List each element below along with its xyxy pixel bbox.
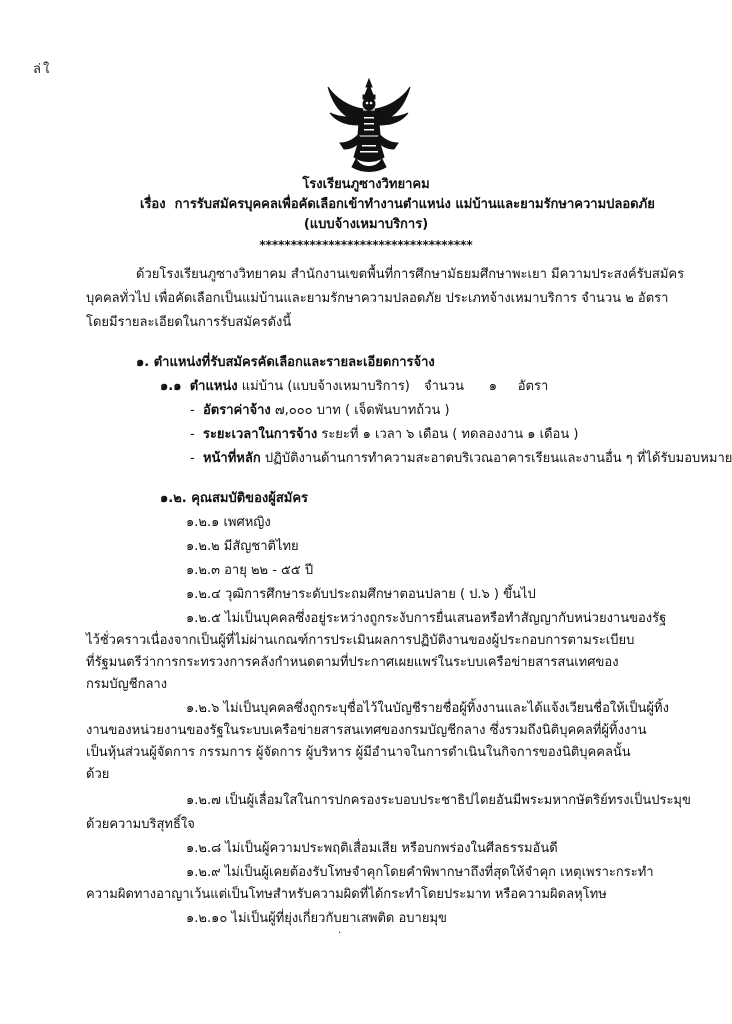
qualification-line: ๑.๒.๗ เป็นผู้เลื่อมใสในการปกครองระบอบประชาธิปไตยอันมีพระมหากษัตริย์ทรงเป็นประมุข	[186, 793, 691, 808]
garuda-emblem-icon	[326, 77, 412, 173]
qualification-line: ที่รัฐมนตรีว่าการกระทรวงการคลังกำหนดตามที่ประกาศเผยแพร่ในระบบเครือข่ายสารสนเทศของ	[86, 655, 619, 670]
qualification-line: ด้วยความบริสุทธิ์ใจ	[86, 817, 195, 832]
wage-row: - อัตราค่าจ้าง ๗,๐๐๐ บาท ( เจ็ดพันบาทถ้วน )	[190, 403, 450, 418]
footer-mark: ·	[338, 928, 342, 939]
position-label: ตำแหน่ง	[189, 379, 238, 394]
count-value: ๑	[488, 379, 498, 394]
duty-label: หน้าที่หลัก	[202, 451, 261, 466]
qualification-line: ๑.๒.๕ ไม่เป็นบุคคลซึ่งอยู่ระหว่างถูกระงับการยื่นเสนอหรือทำสัญญากับหน่วยงานของรัฐ	[186, 611, 667, 626]
corner-mark: ล่ใ	[33, 62, 52, 77]
section1-heading: ๑. ตำแหน่งที่รับสมัครคัดเลือกและรายละเอียดการจ้าง	[136, 355, 435, 370]
intro-line-2: บุคคลทั่วไป เพื่อคัดเลือกเป็นแม่บ้านและยามรักษาความปลอดภัย ประเภทจ้างเหมาบริการ จำนวน ๒ อัตรา	[86, 291, 669, 306]
subject-text: การรับสมัครบุคคลเพื่อคัดเลือกเข้าทำงานตำแหน่ง แม่บ้านและยามรักษาความปลอดภัย	[174, 197, 655, 212]
qualifications-heading: ๑.๒. คุณสมบัติของผู้สมัคร	[160, 491, 309, 506]
wage-label: อัตราค่าจ้าง	[202, 403, 271, 418]
qualification-line: ๑.๒.๔ วุฒิการศึกษาระดับประถมศึกษาตอนปลาย ( ป.๖ ) ขึ้นไป	[186, 587, 536, 602]
position-number: ๑.๑	[160, 379, 182, 394]
qualification-line: ด้วย	[86, 767, 110, 782]
qualification-line: ๑.๒.๑ เพศหญิง	[186, 515, 271, 530]
intro-line-3: โดยมีรายละเอียดในการรับสมัครดังนี้	[86, 315, 292, 330]
qualification-line: ๑.๒.๙ ไม่เป็นผู้เคยต้องรับโทษจำคุกโดยคำพิพากษาถึงที่สุดให้จำคุก เหตุเพราะกระทำ	[186, 865, 654, 880]
position-row	[160, 378, 410, 396]
school-name: โรงเรียนภูซางวิทยาคม	[302, 177, 430, 192]
period-row: - ระยะเวลาในการจ้าง ระยะที่ ๑ เวลา ๖ เดือน ( ทดลองงาน ๑ เดือน )	[190, 427, 579, 442]
count-unit: อัตรา	[517, 379, 549, 394]
subject-subtitle: (แบบจ้างเหมาบริการ)	[303, 217, 429, 232]
intro-line-1: ด้วยโรงเรียนภูซางวิทยาคม สำนักงานเขตพื้นที่การศึกษามัธยมศึกษาพะเยา มีความประสงค์รับสมัคร	[136, 267, 685, 282]
qualification-line: ๑.๒.๖ ไม่เป็นบุคคลซึ่งถูกระบุชื่อไว้ในบัญชีรายชื่อผู้ทิ้งงานและได้แจ้งเวียนชื่อให้เป็นผู้ทิ้ง	[186, 701, 669, 716]
qualification-line: งานของหน่วยงานของรัฐในระบบเครือข่ายสารสนเทศของกรมบัญชีกลาง ซึ่งรวมถึงนิติบุคคลที่ผู้ทิ้งงาน	[86, 723, 647, 738]
duty-row: - หน้าที่หลัก ปฏิบัติงานด้านการทำความสะอาดบริเวณอาคารเรียนและงานอื่น ๆ ที่ได้รับมอบหมาย	[190, 451, 732, 466]
qualification-line: ๑.๒.๓ อายุ ๒๒ - ๕๕ ปี	[186, 563, 314, 578]
qualification-line: ความผิดทางอาญาเว้นแต่เป็นโทษสำหรับความผิดที่ได้กระทำโดยประมาท หรือความผิดลหุโทษ	[86, 887, 607, 902]
qualification-line: ๑.๒.๒ มีสัญชาติไทย	[186, 539, 299, 554]
duty-value: ปฏิบัติงานด้านการทำความสะอาดบริเวณอาคารเรียนและงานอื่น ๆ ที่ได้รับมอบหมาย	[264, 451, 732, 466]
qualification-line: ไว้ชั่วคราวเนื่องจากเป็นผู้ที่ไม่ผ่านเกณฑ์การประเมินผลการปฏิบัติงานของผู้ประกอบการตามระเบียบ	[86, 633, 635, 648]
wage-value: ๗,๐๐๐ บาท ( เจ็ดพันบาทถ้วน )	[274, 403, 450, 418]
separator: **********************************	[259, 238, 473, 252]
qualification-line: เป็นหุ้นส่วนผู้จัดการ กรรมการ ผู้จัดการ ผู้บริหาร ผู้มีอำนาจในการดำเนินในกิจการของนิติบุคคลนั้น	[86, 745, 631, 760]
period-label: ระยะเวลาในการจ้าง	[202, 427, 318, 442]
qualification-line: ๑.๒.๑๐ ไม่เป็นผู้ที่ยุ่งเกี่ยวกับยาเสพติด อบายมุข	[186, 911, 447, 926]
qualification-line: ๑.๒.๘ ไม่เป็นผู้ความประพฤติเสื่อมเสีย หรือบกพร่องในศีลธรรมอันดี	[186, 841, 558, 856]
period-value: ระยะที่ ๑ เวลา ๖ เดือน ( ทดลองงาน ๑ เดือน )	[321, 427, 579, 442]
position-value: แม่บ้าน (แบบจ้างเหมาบริการ)	[241, 379, 410, 394]
count-label: จำนวน	[424, 379, 464, 394]
qualification-line: กรมบัญชีกลาง	[86, 677, 168, 692]
subject-label: เรื่อง	[140, 197, 166, 212]
subject-line	[140, 196, 655, 214]
position-count	[424, 378, 548, 396]
